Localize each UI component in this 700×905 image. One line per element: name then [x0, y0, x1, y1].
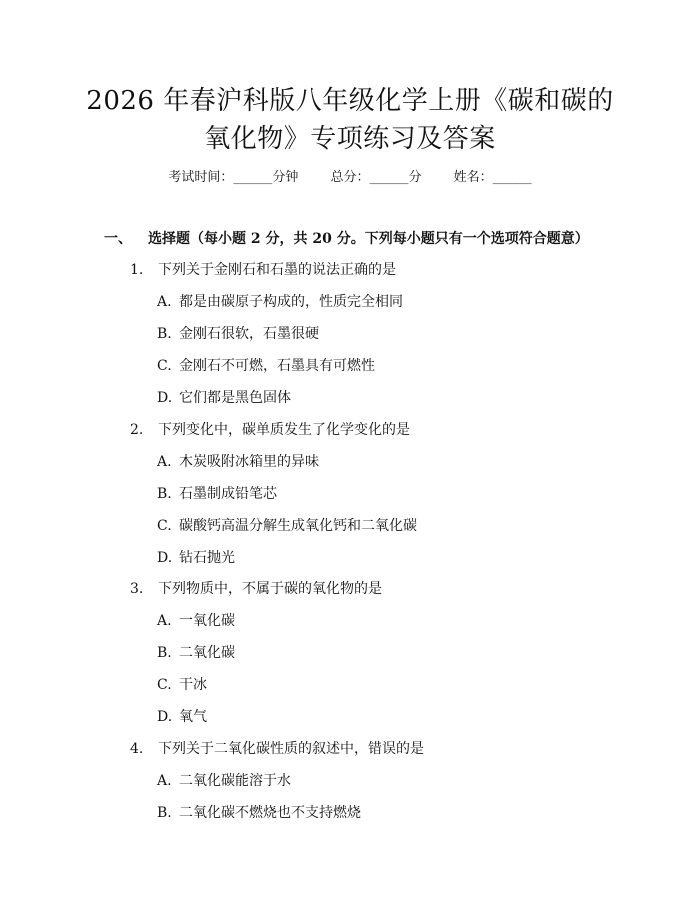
option-text: 木炭吸附冰箱里的异味 — [179, 454, 319, 470]
option-letter: A. — [157, 454, 172, 470]
option-letter: A. — [157, 294, 172, 310]
total-score-field: 总分：______分 — [330, 170, 422, 185]
question-number: 1. — [130, 262, 144, 278]
exam-time-field: 考试时间：______分钟 — [168, 170, 299, 185]
option-text: 一氧化碳 — [179, 613, 235, 629]
option-letter: A. — [157, 613, 172, 629]
answer-option — [157, 802, 361, 824]
option-text: 氧气 — [179, 709, 207, 725]
option-text: 石墨制成铅笔芯 — [179, 486, 277, 502]
option-text: 金刚石不可燃，石墨具有可燃性 — [179, 358, 375, 374]
answer-option — [157, 706, 207, 728]
question-stem — [130, 259, 396, 281]
option-letter: C. — [157, 358, 172, 374]
answer-option — [157, 451, 319, 473]
question-text: 下列物质中，不属于碳的氧化物的是 — [158, 581, 382, 597]
question-text: 下列关于二氧化碳性质的叙述中，错误的是 — [158, 741, 424, 757]
option-text: 都是由碳原子构成的，性质完全相同 — [179, 294, 403, 310]
answer-option — [157, 610, 235, 632]
option-text: 干冰 — [179, 677, 207, 693]
option-letter: A. — [157, 773, 172, 789]
option-text: 碳酸钙高温分解生成氧化钙和二氧化碳 — [179, 518, 417, 534]
student-name-field: 姓名：______ — [453, 170, 532, 185]
section-heading — [104, 228, 589, 250]
section-number: 一、 — [104, 231, 132, 247]
document-title-line-2: 氧化物》专项练习及答案 — [204, 124, 496, 154]
question-stem — [130, 738, 424, 760]
option-letter: B. — [157, 645, 172, 661]
question-stem — [130, 419, 410, 441]
answer-option — [157, 483, 277, 505]
answer-option — [157, 515, 417, 537]
option-letter: B. — [157, 326, 172, 342]
option-text: 它们都是黑色固体 — [179, 390, 291, 406]
option-text: 二氧化碳能溶于水 — [179, 773, 291, 789]
answer-option — [157, 291, 403, 313]
answer-option — [157, 674, 207, 696]
option-text: 钻石抛光 — [179, 550, 235, 566]
option-letter: C. — [157, 518, 172, 534]
question-number: 2. — [130, 422, 144, 438]
answer-option — [157, 642, 235, 664]
question-text: 下列变化中，碳单质发生了化学变化的是 — [158, 422, 410, 438]
section-title: 选择题（每小题 2 分，共 20 分。下列每小题只有一个选项符合题意） — [148, 231, 589, 247]
question-number: 3. — [130, 581, 144, 597]
option-text: 二氧化碳不燃烧也不支持燃烧 — [179, 805, 361, 821]
answer-option — [157, 547, 235, 569]
option-letter: D. — [157, 709, 173, 725]
answer-option — [157, 355, 375, 377]
option-text: 金刚石很软，石墨很硬 — [179, 326, 319, 342]
question-number: 4. — [130, 741, 144, 757]
document-title-line-1: 2026 年春沪科版八年级化学上册《碳和碳的 — [86, 86, 614, 116]
option-text: 二氧化碳 — [179, 645, 235, 661]
option-letter: C. — [157, 677, 172, 693]
option-letter: D. — [157, 550, 173, 566]
question-stem — [130, 578, 382, 600]
option-letter: B. — [157, 805, 172, 821]
answer-option — [157, 323, 319, 345]
answer-option — [157, 770, 291, 792]
question-text: 下列关于金刚石和石墨的说法正确的是 — [158, 262, 396, 278]
option-letter: B. — [157, 486, 172, 502]
option-letter: D. — [157, 390, 173, 406]
exam-meta — [0, 168, 700, 188]
answer-option — [157, 387, 291, 409]
